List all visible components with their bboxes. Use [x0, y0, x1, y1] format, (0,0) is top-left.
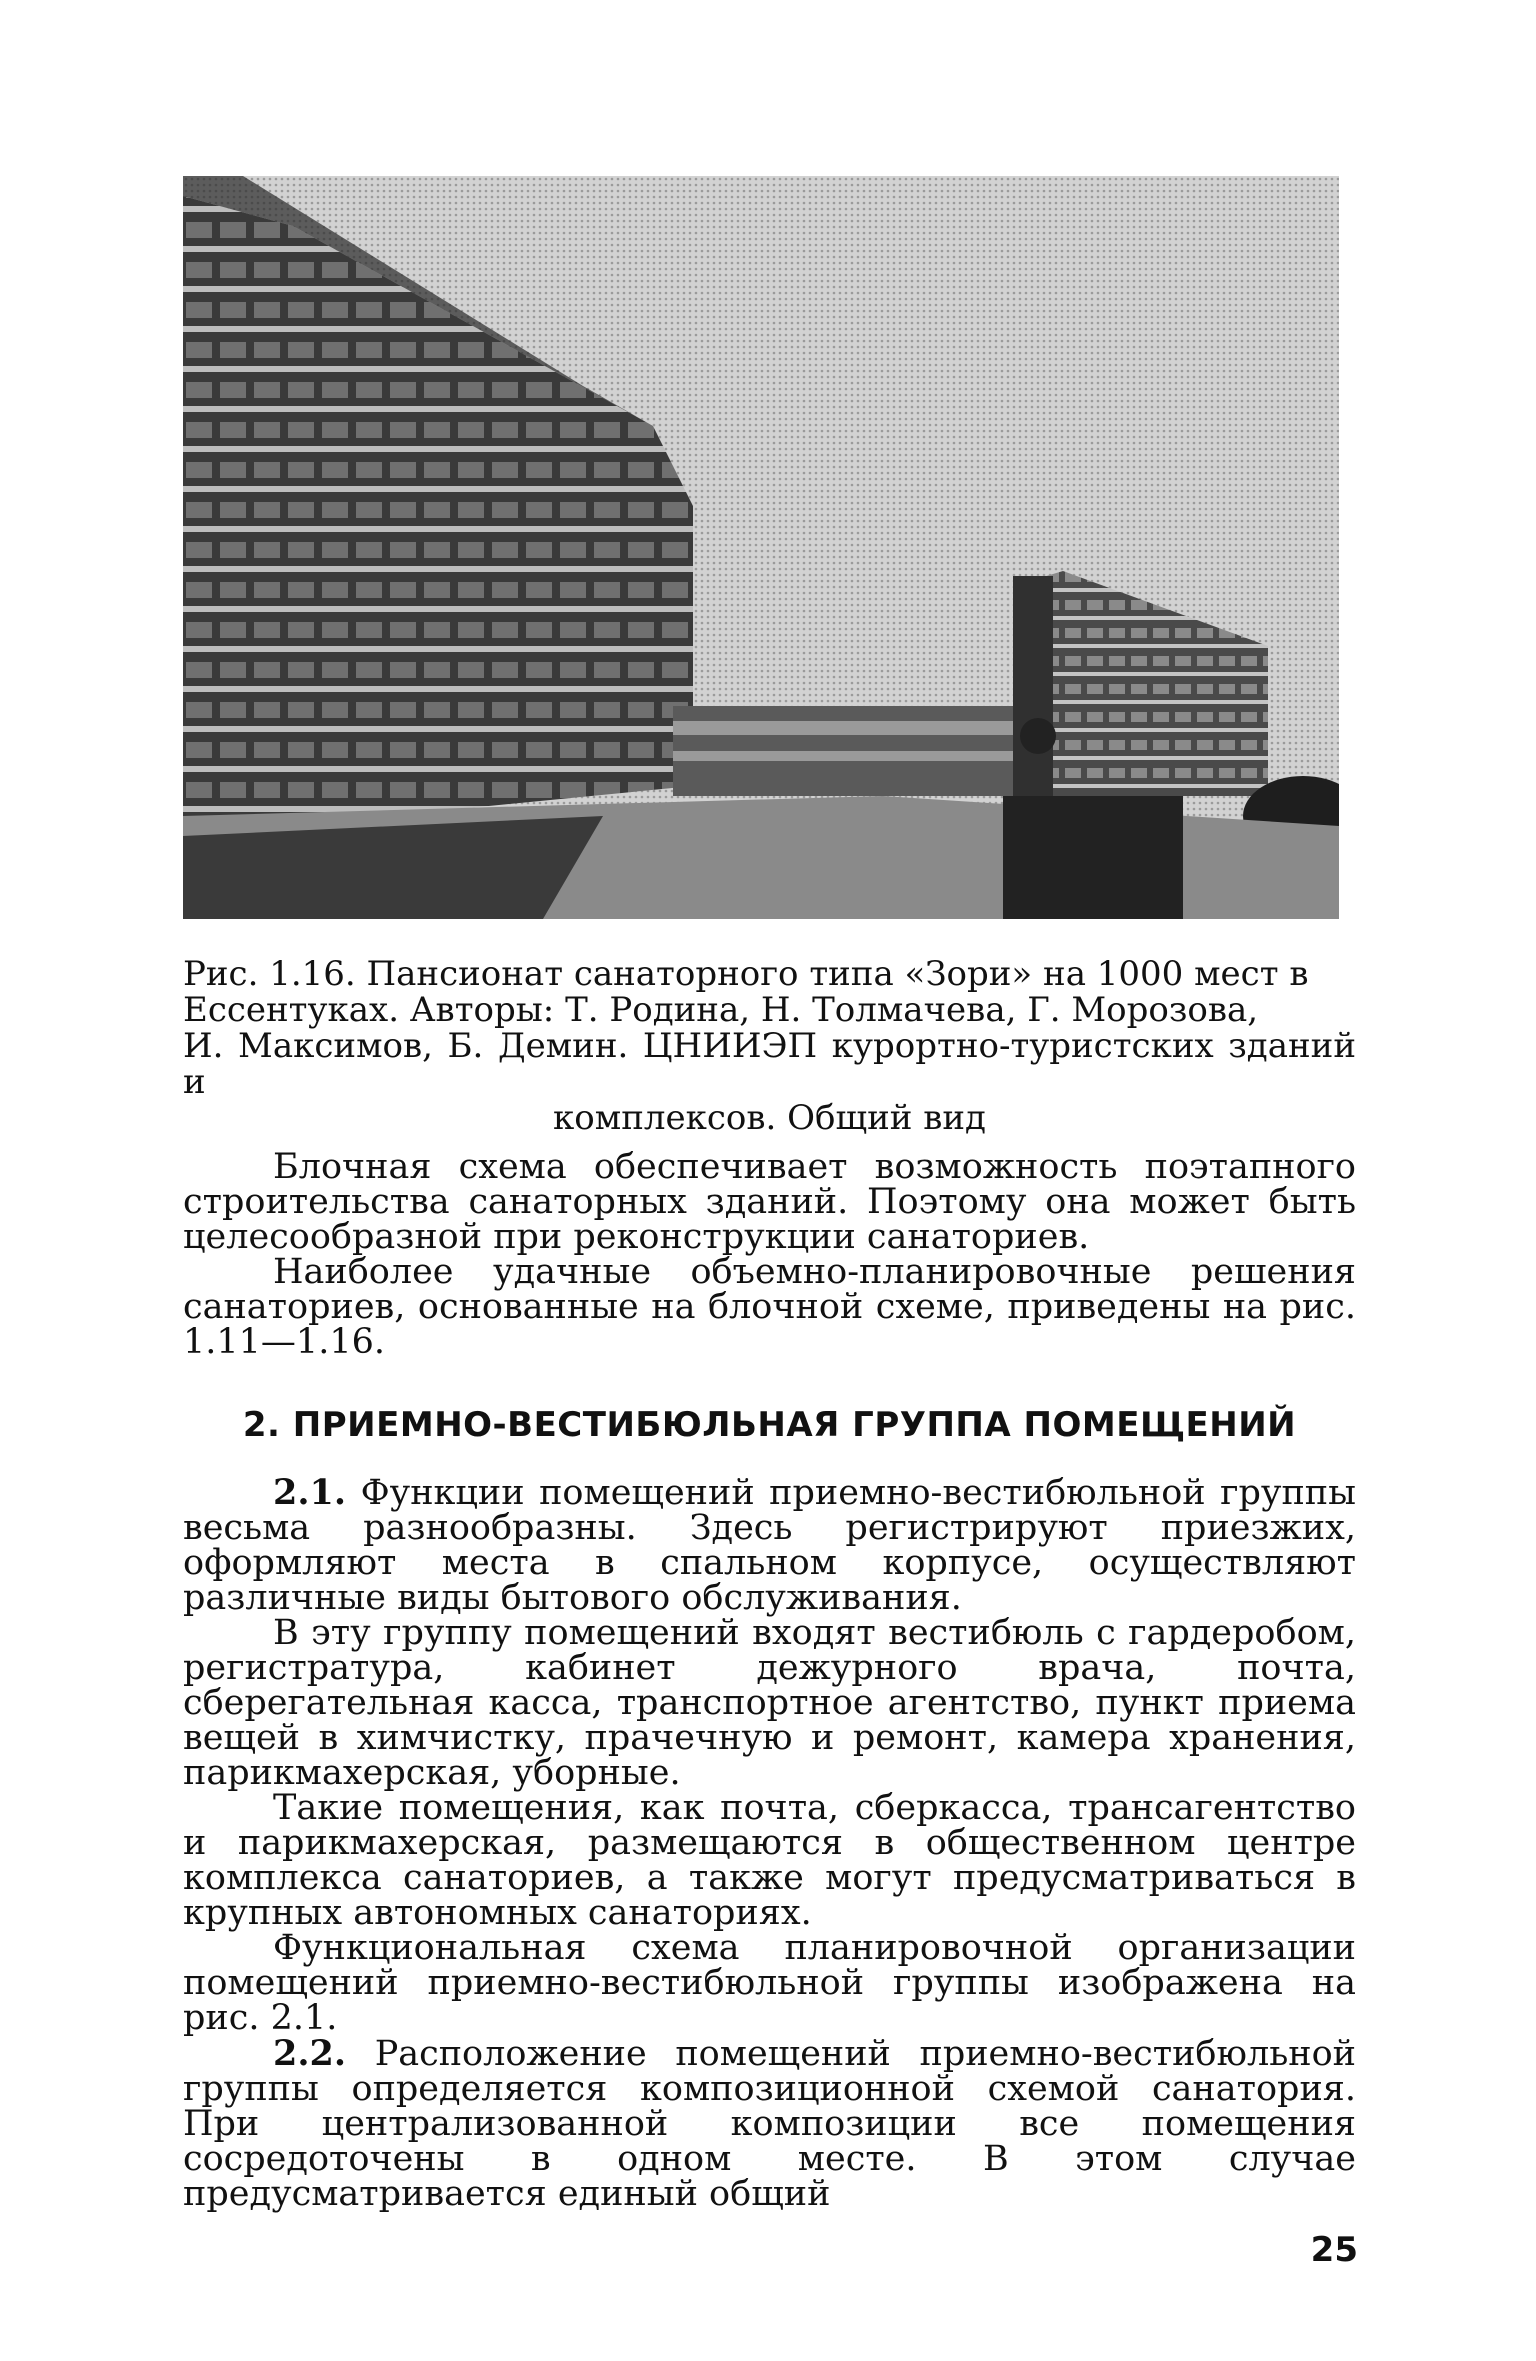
figure-photo: [183, 176, 1339, 919]
caption-line: комплексов. Общий вид: [553, 1098, 986, 1138]
paragraph: Наиболее удачные объемно-планировочные решения санаториев, основанные на блочной схеме, приведены на рис. 1.11—1.16.: [183, 1252, 1356, 1362]
paragraph-number: 2.1.: [273, 1472, 347, 1513]
paragraph: 2.2. Расположение помещений приемно-вестибюльной группы определяется композиционной схемой санатория. При централизованной композиции все помещения сосредоточены в одном месте. В этом случае предусматривается единый общий: [183, 2033, 1356, 2214]
paragraph: 2.1. Функции помещений приемно-вестибюльной группы весьма разнообразны. Здесь регистрируют приезжих, оформляют места в спальном корпусе, осуществляют различные виды бытового обслуживания.: [183, 1472, 1356, 1618]
section-heading: 2. ПРИЕМНО-ВЕСТИБЮЛЬНАЯ ГРУППА ПОМЕЩЕНИЙ: [242, 1405, 1297, 1445]
caption-line: Рис. 1.16. Пансионат санаторного типа «Зори» на 1000 мест в: [183, 954, 1309, 994]
paragraph: Функциональная схема планировочной организации помещений приемно-вестибюльной группы изображена на рис. 2.1.: [183, 1928, 1356, 2038]
caption-line: Ессентуках. Авторы: Т. Родина, Н. Толмачева, Г. Морозова,: [183, 990, 1259, 1030]
paragraph-number: 2.2.: [273, 2033, 347, 2074]
intro-text: [183, 1147, 1356, 1362]
page-number: 25: [1310, 2230, 1358, 2270]
section-text: [183, 1472, 1356, 2214]
paragraph: В эту группу помещений входят вестибюль с гардеробом, регистратура, кабинет дежурного врача, почта, сберегательная касса, транспортное агентство, пункт приема вещей в химчистку, прачечную и ремонт, камера хранения, парикмахерская, уборные.: [183, 1613, 1356, 1793]
caption-line: И. Максимов, Б. Демин. ЦНИИЭП курортно-туристских зданий и: [183, 1026, 1356, 1102]
figure-caption: [183, 956, 1356, 1136]
paragraph: Блочная схема обеспечивает возможность поэтапного строительства санаторных зданий. Поэтому она может быть целесообразной при реконструкции санаториев.: [183, 1147, 1356, 1257]
building-photo-illustration: [183, 176, 1339, 919]
paragraph: Такие помещения, как почта, сберкасса, трансагентство и парикмахерская, размещаются в общественном центре комплекса санаториев, а также могут предусматриваться в крупных автономных санаториях.: [183, 1788, 1356, 1933]
